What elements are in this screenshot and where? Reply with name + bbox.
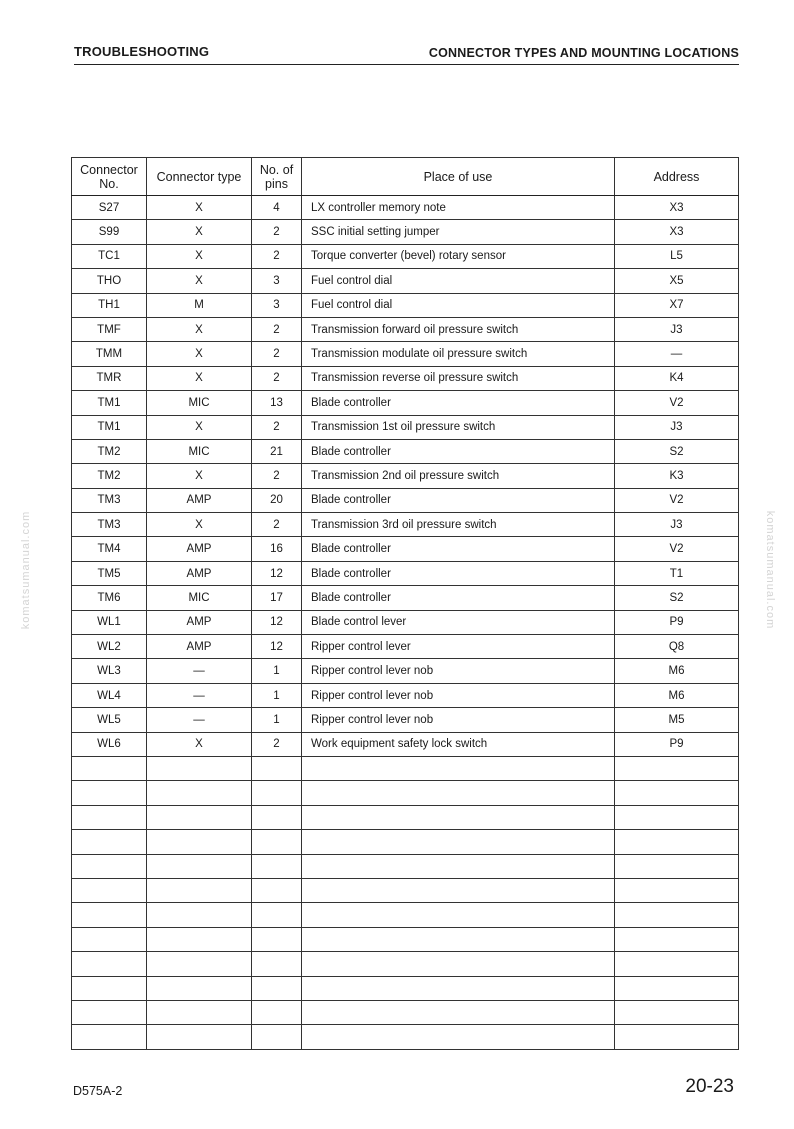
cell-connector-type: M bbox=[147, 293, 252, 317]
cell-place-of-use: Ripper control lever nob bbox=[302, 683, 615, 707]
cell-pin-count bbox=[252, 927, 302, 951]
cell-address: K3 bbox=[615, 464, 739, 488]
cell-address: S2 bbox=[615, 439, 739, 463]
cell-pin-count: 3 bbox=[252, 269, 302, 293]
cell-connector-no: S27 bbox=[72, 196, 147, 220]
cell-connector-no: TMM bbox=[72, 342, 147, 366]
cell-address: T1 bbox=[615, 561, 739, 585]
cell-address bbox=[615, 1025, 739, 1049]
cell-address: K4 bbox=[615, 366, 739, 390]
cell-connector-no bbox=[72, 927, 147, 951]
cell-address: V2 bbox=[615, 537, 739, 561]
cell-pin-count: 2 bbox=[252, 415, 302, 439]
cell-pin-count bbox=[252, 903, 302, 927]
cell-place-of-use: Blade controller bbox=[302, 488, 615, 512]
cell-place-of-use: Work equipment safety lock switch bbox=[302, 732, 615, 756]
table-row bbox=[72, 537, 739, 561]
cell-pin-count: 3 bbox=[252, 293, 302, 317]
cell-connector-type bbox=[147, 952, 252, 976]
table-row bbox=[72, 366, 739, 390]
table-row bbox=[72, 513, 739, 537]
table-row bbox=[72, 317, 739, 341]
table-row bbox=[72, 269, 739, 293]
cell-connector-no: TMF bbox=[72, 317, 147, 341]
table-row bbox=[72, 464, 739, 488]
table-row bbox=[72, 781, 739, 805]
cell-address: X5 bbox=[615, 269, 739, 293]
cell-place-of-use: SSC initial setting jumper bbox=[302, 220, 615, 244]
cell-address bbox=[615, 756, 739, 780]
cell-connector-type bbox=[147, 976, 252, 1000]
cell-connector-no: TM1 bbox=[72, 391, 147, 415]
cell-connector-type: AMP bbox=[147, 561, 252, 585]
cell-connector-type bbox=[147, 805, 252, 829]
cell-address bbox=[615, 830, 739, 854]
cell-connector-type: MIC bbox=[147, 391, 252, 415]
cell-place-of-use: Fuel control dial bbox=[302, 293, 615, 317]
cell-place-of-use bbox=[302, 830, 615, 854]
cell-connector-no bbox=[72, 1000, 147, 1024]
cell-connector-type bbox=[147, 854, 252, 878]
cell-address: J3 bbox=[615, 513, 739, 537]
table-row bbox=[72, 244, 739, 268]
cell-place-of-use: Transmission forward oil pressure switch bbox=[302, 317, 615, 341]
cell-connector-type bbox=[147, 830, 252, 854]
column-header-connector-type: Connector type bbox=[147, 158, 252, 196]
table-row bbox=[72, 415, 739, 439]
cell-pin-count: 2 bbox=[252, 732, 302, 756]
cell-address bbox=[615, 805, 739, 829]
table-row bbox=[72, 927, 739, 951]
cell-pin-count: 2 bbox=[252, 513, 302, 537]
cell-address: M5 bbox=[615, 708, 739, 732]
cell-place-of-use: Ripper control lever nob bbox=[302, 659, 615, 683]
cell-place-of-use bbox=[302, 854, 615, 878]
cell-pin-count: 2 bbox=[252, 342, 302, 366]
cell-connector-type: AMP bbox=[147, 635, 252, 659]
cell-place-of-use: Transmission 1st oil pressure switch bbox=[302, 415, 615, 439]
cell-address: X3 bbox=[615, 196, 739, 220]
cell-connector-type bbox=[147, 1025, 252, 1049]
cell-connector-no: TM5 bbox=[72, 561, 147, 585]
table-row bbox=[72, 708, 739, 732]
cell-connector-no bbox=[72, 903, 147, 927]
cell-place-of-use: Blade controller bbox=[302, 561, 615, 585]
cell-address: Q8 bbox=[615, 635, 739, 659]
cell-pin-count: 17 bbox=[252, 586, 302, 610]
cell-connector-type bbox=[147, 1000, 252, 1024]
cell-connector-no: S99 bbox=[72, 220, 147, 244]
table-row bbox=[72, 952, 739, 976]
model-number: D575A-2 bbox=[73, 1084, 123, 1098]
cell-address bbox=[615, 927, 739, 951]
cell-connector-no: WL2 bbox=[72, 635, 147, 659]
cell-connector-no: TMR bbox=[72, 366, 147, 390]
cell-pin-count bbox=[252, 952, 302, 976]
cell-address: L5 bbox=[615, 244, 739, 268]
cell-address bbox=[615, 903, 739, 927]
cell-pin-count bbox=[252, 976, 302, 1000]
table-header-row bbox=[72, 158, 739, 196]
table-row bbox=[72, 683, 739, 707]
cell-address: P9 bbox=[615, 610, 739, 634]
cell-pin-count bbox=[252, 756, 302, 780]
cell-connector-type: X bbox=[147, 464, 252, 488]
cell-place-of-use: Ripper control lever nob bbox=[302, 708, 615, 732]
cell-place-of-use: Torque converter (bevel) rotary sensor bbox=[302, 244, 615, 268]
cell-address: — bbox=[615, 342, 739, 366]
cell-connector-type: X bbox=[147, 317, 252, 341]
cell-place-of-use: Transmission 2nd oil pressure switch bbox=[302, 464, 615, 488]
table-row bbox=[72, 903, 739, 927]
cell-place-of-use: Transmission modulate oil pressure switch bbox=[302, 342, 615, 366]
cell-connector-no: WL4 bbox=[72, 683, 147, 707]
cell-address bbox=[615, 878, 739, 902]
watermark-right: komatsumanual.com bbox=[764, 510, 776, 630]
cell-connector-no: WL3 bbox=[72, 659, 147, 683]
cell-place-of-use bbox=[302, 1025, 615, 1049]
cell-connector-no: TM3 bbox=[72, 513, 147, 537]
cell-place-of-use: Transmission reverse oil pressure switch bbox=[302, 366, 615, 390]
cell-connector-no: THO bbox=[72, 269, 147, 293]
cell-place-of-use: Transmission 3rd oil pressure switch bbox=[302, 513, 615, 537]
cell-connector-no: WL6 bbox=[72, 732, 147, 756]
cell-address bbox=[615, 1000, 739, 1024]
cell-connector-no: TC1 bbox=[72, 244, 147, 268]
cell-address: M6 bbox=[615, 659, 739, 683]
cell-connector-type: — bbox=[147, 683, 252, 707]
cell-place-of-use: Blade controller bbox=[302, 586, 615, 610]
cell-connector-type: MIC bbox=[147, 439, 252, 463]
table-row bbox=[72, 196, 739, 220]
cell-place-of-use: Blade controller bbox=[302, 537, 615, 561]
cell-connector-no: TH1 bbox=[72, 293, 147, 317]
cell-pin-count bbox=[252, 854, 302, 878]
table-row bbox=[72, 610, 739, 634]
cell-address: V2 bbox=[615, 391, 739, 415]
cell-connector-no: WL1 bbox=[72, 610, 147, 634]
cell-pin-count: 2 bbox=[252, 244, 302, 268]
table-row bbox=[72, 586, 739, 610]
cell-pin-count: 1 bbox=[252, 659, 302, 683]
column-header-address: Address bbox=[615, 158, 739, 196]
section-title: TROUBLESHOOTING bbox=[74, 44, 210, 59]
cell-connector-type: — bbox=[147, 708, 252, 732]
cell-connector-type: AMP bbox=[147, 537, 252, 561]
cell-place-of-use bbox=[302, 952, 615, 976]
cell-address bbox=[615, 952, 739, 976]
cell-place-of-use bbox=[302, 927, 615, 951]
table-row bbox=[72, 830, 739, 854]
cell-connector-type: X bbox=[147, 366, 252, 390]
cell-pin-count: 20 bbox=[252, 488, 302, 512]
cell-connector-type: X bbox=[147, 342, 252, 366]
cell-place-of-use: Blade controller bbox=[302, 439, 615, 463]
cell-connector-type: X bbox=[147, 415, 252, 439]
table-row bbox=[72, 976, 739, 1000]
cell-connector-no: TM1 bbox=[72, 415, 147, 439]
cell-connector-type: X bbox=[147, 269, 252, 293]
cell-connector-type bbox=[147, 756, 252, 780]
cell-connector-no bbox=[72, 854, 147, 878]
cell-connector-type: X bbox=[147, 244, 252, 268]
cell-connector-type bbox=[147, 927, 252, 951]
cell-connector-type: X bbox=[147, 513, 252, 537]
cell-pin-count: 4 bbox=[252, 196, 302, 220]
cell-place-of-use bbox=[302, 805, 615, 829]
table-row bbox=[72, 293, 739, 317]
cell-address: X3 bbox=[615, 220, 739, 244]
cell-address: X7 bbox=[615, 293, 739, 317]
cell-place-of-use: Fuel control dial bbox=[302, 269, 615, 293]
column-header-connector-no: Connector No. bbox=[72, 158, 147, 196]
table-row bbox=[72, 732, 739, 756]
cell-place-of-use: Ripper control lever bbox=[302, 635, 615, 659]
cell-place-of-use bbox=[302, 756, 615, 780]
cell-connector-type: X bbox=[147, 220, 252, 244]
cell-connector-type bbox=[147, 903, 252, 927]
cell-connector-no bbox=[72, 976, 147, 1000]
cell-place-of-use: LX controller memory note bbox=[302, 196, 615, 220]
watermark-left: komatsumanual.com bbox=[20, 510, 32, 630]
cell-connector-type bbox=[147, 781, 252, 805]
cell-connector-no: TM4 bbox=[72, 537, 147, 561]
cell-pin-count: 2 bbox=[252, 317, 302, 341]
cell-pin-count: 12 bbox=[252, 610, 302, 634]
cell-connector-type: — bbox=[147, 659, 252, 683]
cell-connector-no: TM2 bbox=[72, 464, 147, 488]
cell-pin-count: 1 bbox=[252, 683, 302, 707]
table-row bbox=[72, 635, 739, 659]
cell-connector-type: X bbox=[147, 196, 252, 220]
cell-pin-count: 2 bbox=[252, 366, 302, 390]
cell-connector-no bbox=[72, 1025, 147, 1049]
table-row bbox=[72, 391, 739, 415]
page-header bbox=[74, 44, 739, 65]
page-title: CONNECTOR TYPES AND MOUNTING LOCATIONS bbox=[428, 46, 739, 60]
table-row bbox=[72, 1000, 739, 1024]
cell-place-of-use: Blade controller bbox=[302, 391, 615, 415]
cell-pin-count: 12 bbox=[252, 635, 302, 659]
cell-connector-type: AMP bbox=[147, 488, 252, 512]
cell-address: V2 bbox=[615, 488, 739, 512]
column-header-place-of-use: Place of use bbox=[302, 158, 615, 196]
cell-place-of-use bbox=[302, 1000, 615, 1024]
cell-address: J3 bbox=[615, 317, 739, 341]
cell-pin-count: 1 bbox=[252, 708, 302, 732]
cell-place-of-use: Blade control lever bbox=[302, 610, 615, 634]
table-row bbox=[72, 220, 739, 244]
cell-connector-no bbox=[72, 878, 147, 902]
table-row bbox=[72, 854, 739, 878]
table-row bbox=[72, 878, 739, 902]
table-body bbox=[72, 196, 739, 1050]
connector-table bbox=[71, 157, 739, 1050]
cell-pin-count: 16 bbox=[252, 537, 302, 561]
table-row bbox=[72, 342, 739, 366]
cell-connector-no bbox=[72, 781, 147, 805]
cell-pin-count: 2 bbox=[252, 464, 302, 488]
cell-connector-no: TM3 bbox=[72, 488, 147, 512]
cell-connector-no: WL5 bbox=[72, 708, 147, 732]
cell-address: M6 bbox=[615, 683, 739, 707]
table-row bbox=[72, 439, 739, 463]
table-row bbox=[72, 659, 739, 683]
cell-address bbox=[615, 781, 739, 805]
cell-connector-type: AMP bbox=[147, 610, 252, 634]
page-number: 20-23 bbox=[685, 1076, 734, 1097]
cell-address: J3 bbox=[615, 415, 739, 439]
cell-pin-count: 13 bbox=[252, 391, 302, 415]
cell-place-of-use bbox=[302, 781, 615, 805]
cell-connector-no: TM6 bbox=[72, 586, 147, 610]
cell-place-of-use bbox=[302, 878, 615, 902]
table-row bbox=[72, 805, 739, 829]
cell-pin-count bbox=[252, 830, 302, 854]
table-row bbox=[72, 488, 739, 512]
cell-place-of-use bbox=[302, 903, 615, 927]
cell-connector-no bbox=[72, 756, 147, 780]
cell-address bbox=[615, 976, 739, 1000]
table-row bbox=[72, 1025, 739, 1049]
cell-connector-no bbox=[72, 952, 147, 976]
cell-pin-count: 21 bbox=[252, 439, 302, 463]
cell-connector-no: TM2 bbox=[72, 439, 147, 463]
table-row bbox=[72, 561, 739, 585]
table-row bbox=[72, 756, 739, 780]
cell-pin-count bbox=[252, 805, 302, 829]
cell-address: P9 bbox=[615, 732, 739, 756]
cell-address: S2 bbox=[615, 586, 739, 610]
cell-pin-count bbox=[252, 1025, 302, 1049]
cell-address bbox=[615, 854, 739, 878]
cell-connector-type: MIC bbox=[147, 586, 252, 610]
cell-pin-count: 2 bbox=[252, 220, 302, 244]
cell-pin-count bbox=[252, 781, 302, 805]
cell-pin-count: 12 bbox=[252, 561, 302, 585]
cell-place-of-use bbox=[302, 976, 615, 1000]
cell-connector-no bbox=[72, 830, 147, 854]
cell-connector-type: X bbox=[147, 732, 252, 756]
cell-pin-count bbox=[252, 878, 302, 902]
cell-pin-count bbox=[252, 1000, 302, 1024]
column-header-pins: No. of pins bbox=[252, 158, 302, 196]
cell-connector-no bbox=[72, 805, 147, 829]
cell-connector-type bbox=[147, 878, 252, 902]
